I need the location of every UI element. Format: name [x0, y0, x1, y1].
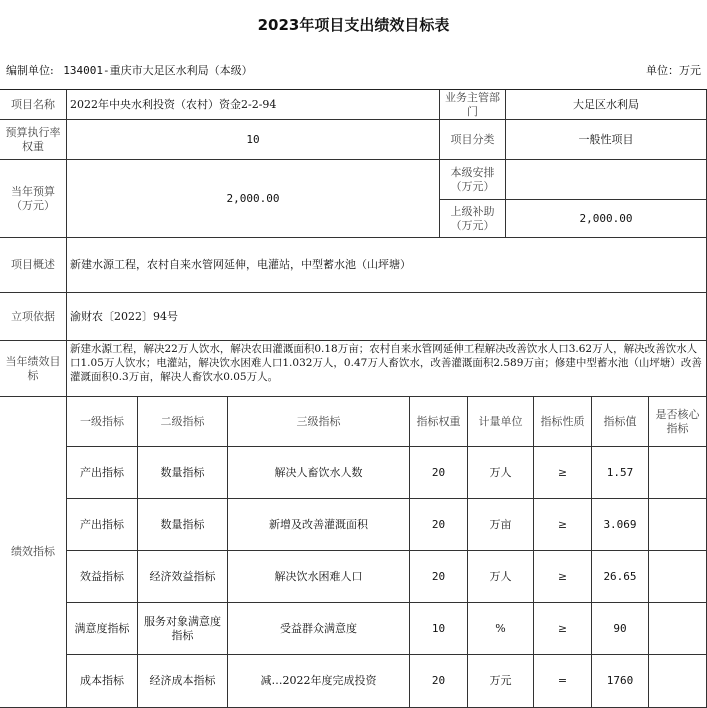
org-line	[6, 62, 253, 78]
table-cell	[649, 655, 707, 708]
header-cell: 一级指标	[67, 397, 138, 447]
table-cell: 1760	[592, 655, 649, 708]
value-project-name: 2022年中央水利投资（农村）资金2-2-94	[67, 90, 440, 120]
table-cell: 万亩	[468, 499, 534, 551]
value-basis: 渝财农〔2022〕94号	[67, 293, 707, 341]
table-cell: 数量指标	[138, 499, 228, 551]
table-cell: 成本指标	[67, 655, 138, 708]
table-cell: 经济成本指标	[138, 655, 228, 708]
table-cell	[649, 551, 707, 603]
header-cell: 二级指标	[138, 397, 228, 447]
table-cell	[649, 447, 707, 499]
header-cell: 指标权重	[410, 397, 468, 447]
value-this-level	[506, 160, 707, 200]
table-cell: 产出指标	[67, 447, 138, 499]
unit-line	[6, 62, 701, 78]
table-cell: ≥	[534, 551, 592, 603]
table-cell	[649, 603, 707, 655]
org-value: 134001-重庆市大足区水利局（本级）	[63, 64, 253, 77]
table-cell: =	[534, 655, 592, 708]
label-superior: 上级补助（万元）	[440, 200, 506, 238]
value-category: 一般性项目	[506, 120, 707, 160]
table-cell	[649, 499, 707, 551]
table-cell: 20	[410, 447, 468, 499]
org-label: 编制单位:	[6, 64, 54, 77]
value-target: 新建水源工程，解决22万人饮水，解决农田灌溉面积0.18万亩；农村自来水管网延伸工程解决改善饮水人口3.62万人，解决改善饮水人口1.05万人饮水；电灌站，解决饮水困难人口1.032万人，0.47万人畜饮水，改善灌溉面积2.589万亩；修建中型蓄水池（山坪塘）改善灌溉面积0.3万亩，解决人畜饮水0.05万人。	[67, 341, 707, 397]
table-cell: 受益群众满意度	[228, 603, 410, 655]
label-budget: 当年预算（万元）	[0, 160, 67, 238]
table-cell: 20	[410, 655, 468, 708]
value-superior: 2,000.00	[506, 200, 707, 238]
table-cell: ≥	[534, 499, 592, 551]
table-cell: ≥	[534, 603, 592, 655]
table-cell: 数量指标	[138, 447, 228, 499]
table-cell: ≥	[534, 447, 592, 499]
table-cell: 90	[592, 603, 649, 655]
label-category: 项目分类	[440, 120, 506, 160]
table-cell: 10	[410, 603, 468, 655]
table-cell: %	[468, 603, 534, 655]
label-duration: 预算执行率权重	[0, 120, 67, 160]
label-overview: 项目概述	[0, 238, 67, 293]
table-cell: 解决饮水困难人口	[228, 551, 410, 603]
label-target: 当年绩效目标	[0, 341, 67, 397]
label-basis: 立项依据	[0, 293, 67, 341]
table-cell: 服务对象满意度指标	[138, 603, 228, 655]
table-cell: 3.069	[592, 499, 649, 551]
table-cell: 20	[410, 499, 468, 551]
page-title: 2023年项目支出绩效目标表	[257, 16, 450, 34]
table-cell: 效益指标	[67, 551, 138, 603]
value-overview: 新建水源工程，农村自来水管网延伸，电灌站，中型蓄水池（山坪塘）	[67, 238, 707, 293]
value-dept: 大足区水利局	[506, 90, 707, 120]
table-cell: 减…2022年度完成投资	[228, 655, 410, 708]
table-cell: 26.65	[592, 551, 649, 603]
header-cell: 计量单位	[468, 397, 534, 447]
performance-table	[0, 89, 707, 708]
header-cell: 指标值	[592, 397, 649, 447]
label-dept: 业务主管部门	[440, 90, 506, 120]
header-cell: 三级指标	[228, 397, 410, 447]
table-cell: 经济效益指标	[138, 551, 228, 603]
value-budget: 2,000.00	[67, 160, 440, 238]
table-cell: 产出指标	[67, 499, 138, 551]
table-cell: 满意度指标	[67, 603, 138, 655]
label-project-name: 项目名称	[0, 90, 67, 120]
table-cell: 新增及改善灌溉面积	[228, 499, 410, 551]
unit-label: 单位：万元	[646, 64, 701, 77]
table-cell: 万人	[468, 447, 534, 499]
label-indicators: 绩效指标	[0, 397, 67, 708]
header-cell: 指标性质	[534, 397, 592, 447]
label-this-level: 本级安排（万元）	[440, 160, 506, 200]
table-cell: 万人	[468, 551, 534, 603]
table-cell: 万元	[468, 655, 534, 708]
table-cell: 20	[410, 551, 468, 603]
header-cell: 是否核心指标	[649, 397, 707, 447]
table-cell: 解决人畜饮水人数	[228, 447, 410, 499]
table-cell: 1.57	[592, 447, 649, 499]
value-duration: 10	[67, 120, 440, 160]
